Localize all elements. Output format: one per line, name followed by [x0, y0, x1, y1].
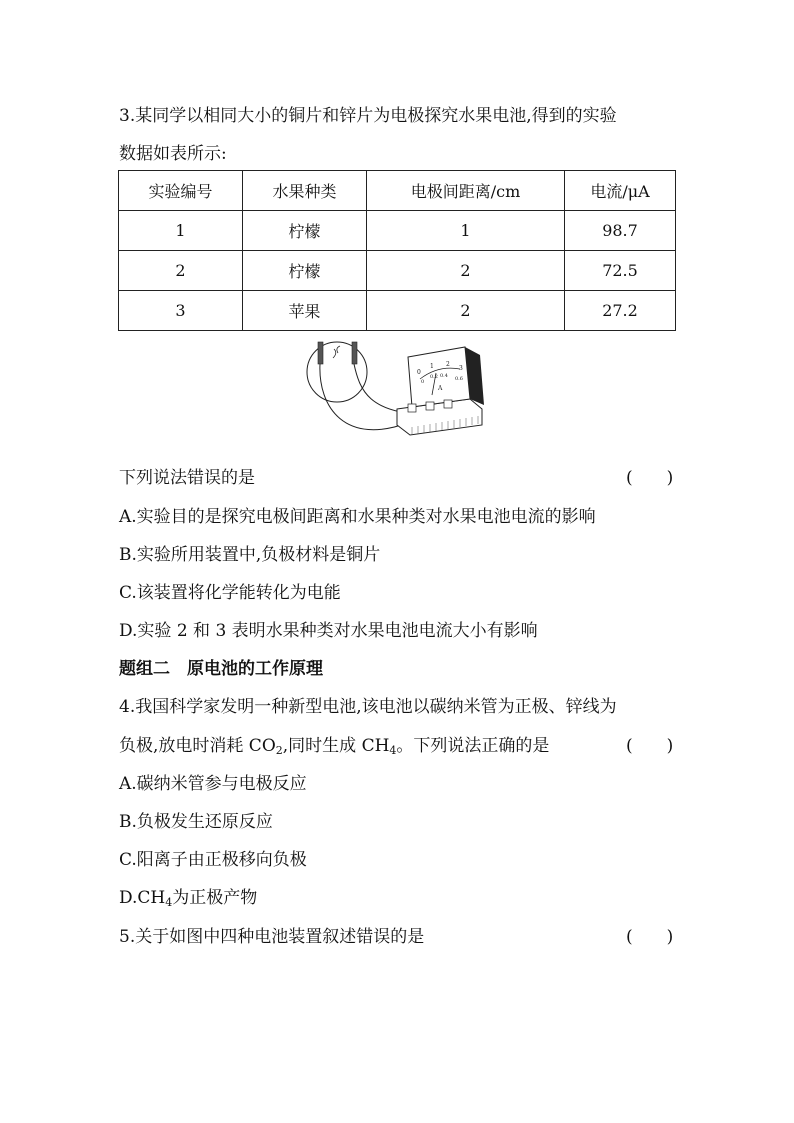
q3-answer-parens: ( ) [626, 468, 674, 488]
q5-stem: 5.关于如图中四种电池装置叙述错误的是 [119, 927, 425, 947]
q4-option-d-text: D.CH [119, 888, 166, 908]
table-cell: 3 [119, 291, 243, 331]
q3-data-table [118, 170, 676, 331]
table-header-row [119, 171, 676, 211]
q4-stem-line1: 4.我国科学家发明一种新型电池,该电池以碳纳米管为正极、锌线为 [119, 697, 617, 717]
q3-option-d: D.实验 2 和 3 表明水果种类对水果电池电流大小有影响 [119, 621, 538, 641]
fruit-stem [333, 346, 340, 358]
q3-option-a: A.实验目的是探究电极间距离和水果种类对水果电池电流的影响 [119, 507, 596, 527]
table-header-cell: 实验编号 [119, 171, 243, 211]
copper-electrode [352, 342, 357, 364]
table-cell: 72.5 [565, 251, 676, 291]
table-cell: 2 [367, 291, 565, 331]
table-cell: 2 [367, 251, 565, 291]
scale-bottom-label: 0.2 [430, 374, 438, 380]
q4-option-d-text: 为正极产物 [172, 888, 258, 908]
q4-stem-line2 [119, 734, 549, 758]
ch4-subscript: 4 [389, 744, 397, 757]
q4-answer-parens: ( ) [626, 736, 674, 756]
scale-top-label: 1 [430, 363, 434, 370]
table-cell: 苹果 [243, 291, 367, 331]
co2-subscript: 2 [275, 744, 283, 757]
q4-stem-text: 负极,放电时消耗 CO [119, 736, 276, 756]
scale-top-label: 0 [417, 369, 421, 376]
scale-bottom-label: 0 [421, 379, 425, 385]
q3-option-b: B.实验所用装置中,负极材料是铜片 [119, 545, 381, 565]
q4-stem-text: ,同时生成 CH [282, 736, 390, 756]
wire-left [320, 364, 410, 430]
table-row [119, 211, 676, 251]
table-cell: 柠檬 [243, 251, 367, 291]
q4-option-a: A.碳纳米管参与电极反应 [119, 774, 307, 794]
table-row [119, 251, 676, 291]
table-header-cell: 电极间距离/cm [367, 171, 565, 211]
table-cell: 柠檬 [243, 211, 367, 251]
scale-top-label: 2 [446, 361, 450, 368]
scale-bottom-label: 0.4 [440, 373, 448, 379]
zinc-electrode [318, 342, 323, 364]
fruit-battery-figure [300, 337, 500, 453]
section-heading: 题组二 原电池的工作原理 [119, 659, 323, 679]
q3-stem-line1: 3.某同学以相同大小的铜片和锌片为电极探究水果电池,得到的实验 [119, 106, 617, 126]
table-cell: 1 [119, 211, 243, 251]
q3-stem-line2: 数据如表所示: [119, 144, 227, 164]
table-header-cell: 水果种类 [243, 171, 367, 211]
table-header-cell: 电流/μA [565, 171, 676, 211]
q4-stem-text: 。下列说法正确的是 [396, 736, 550, 756]
q5-answer-parens: ( ) [626, 927, 674, 947]
q3-prompt: 下列说法错误的是 [119, 468, 255, 488]
q3-option-c: C.该装置将化学能转化为电能 [119, 583, 341, 603]
q4-option-c: C.阳离子由正极移向负极 [119, 850, 307, 870]
q4-option-d [119, 886, 257, 910]
q4-option-b: B.负极发生还原反应 [119, 812, 273, 832]
ch4-subscript: 4 [165, 896, 173, 909]
table-cell: 98.7 [565, 211, 676, 251]
table-row [119, 291, 676, 331]
table-cell: 1 [367, 211, 565, 251]
scale-top-label: 3 [459, 365, 463, 372]
unit-label: A [438, 385, 443, 392]
scale-bottom-label: 0.6 [455, 376, 463, 382]
table-cell: 27.2 [565, 291, 676, 331]
table-cell: 2 [119, 251, 243, 291]
